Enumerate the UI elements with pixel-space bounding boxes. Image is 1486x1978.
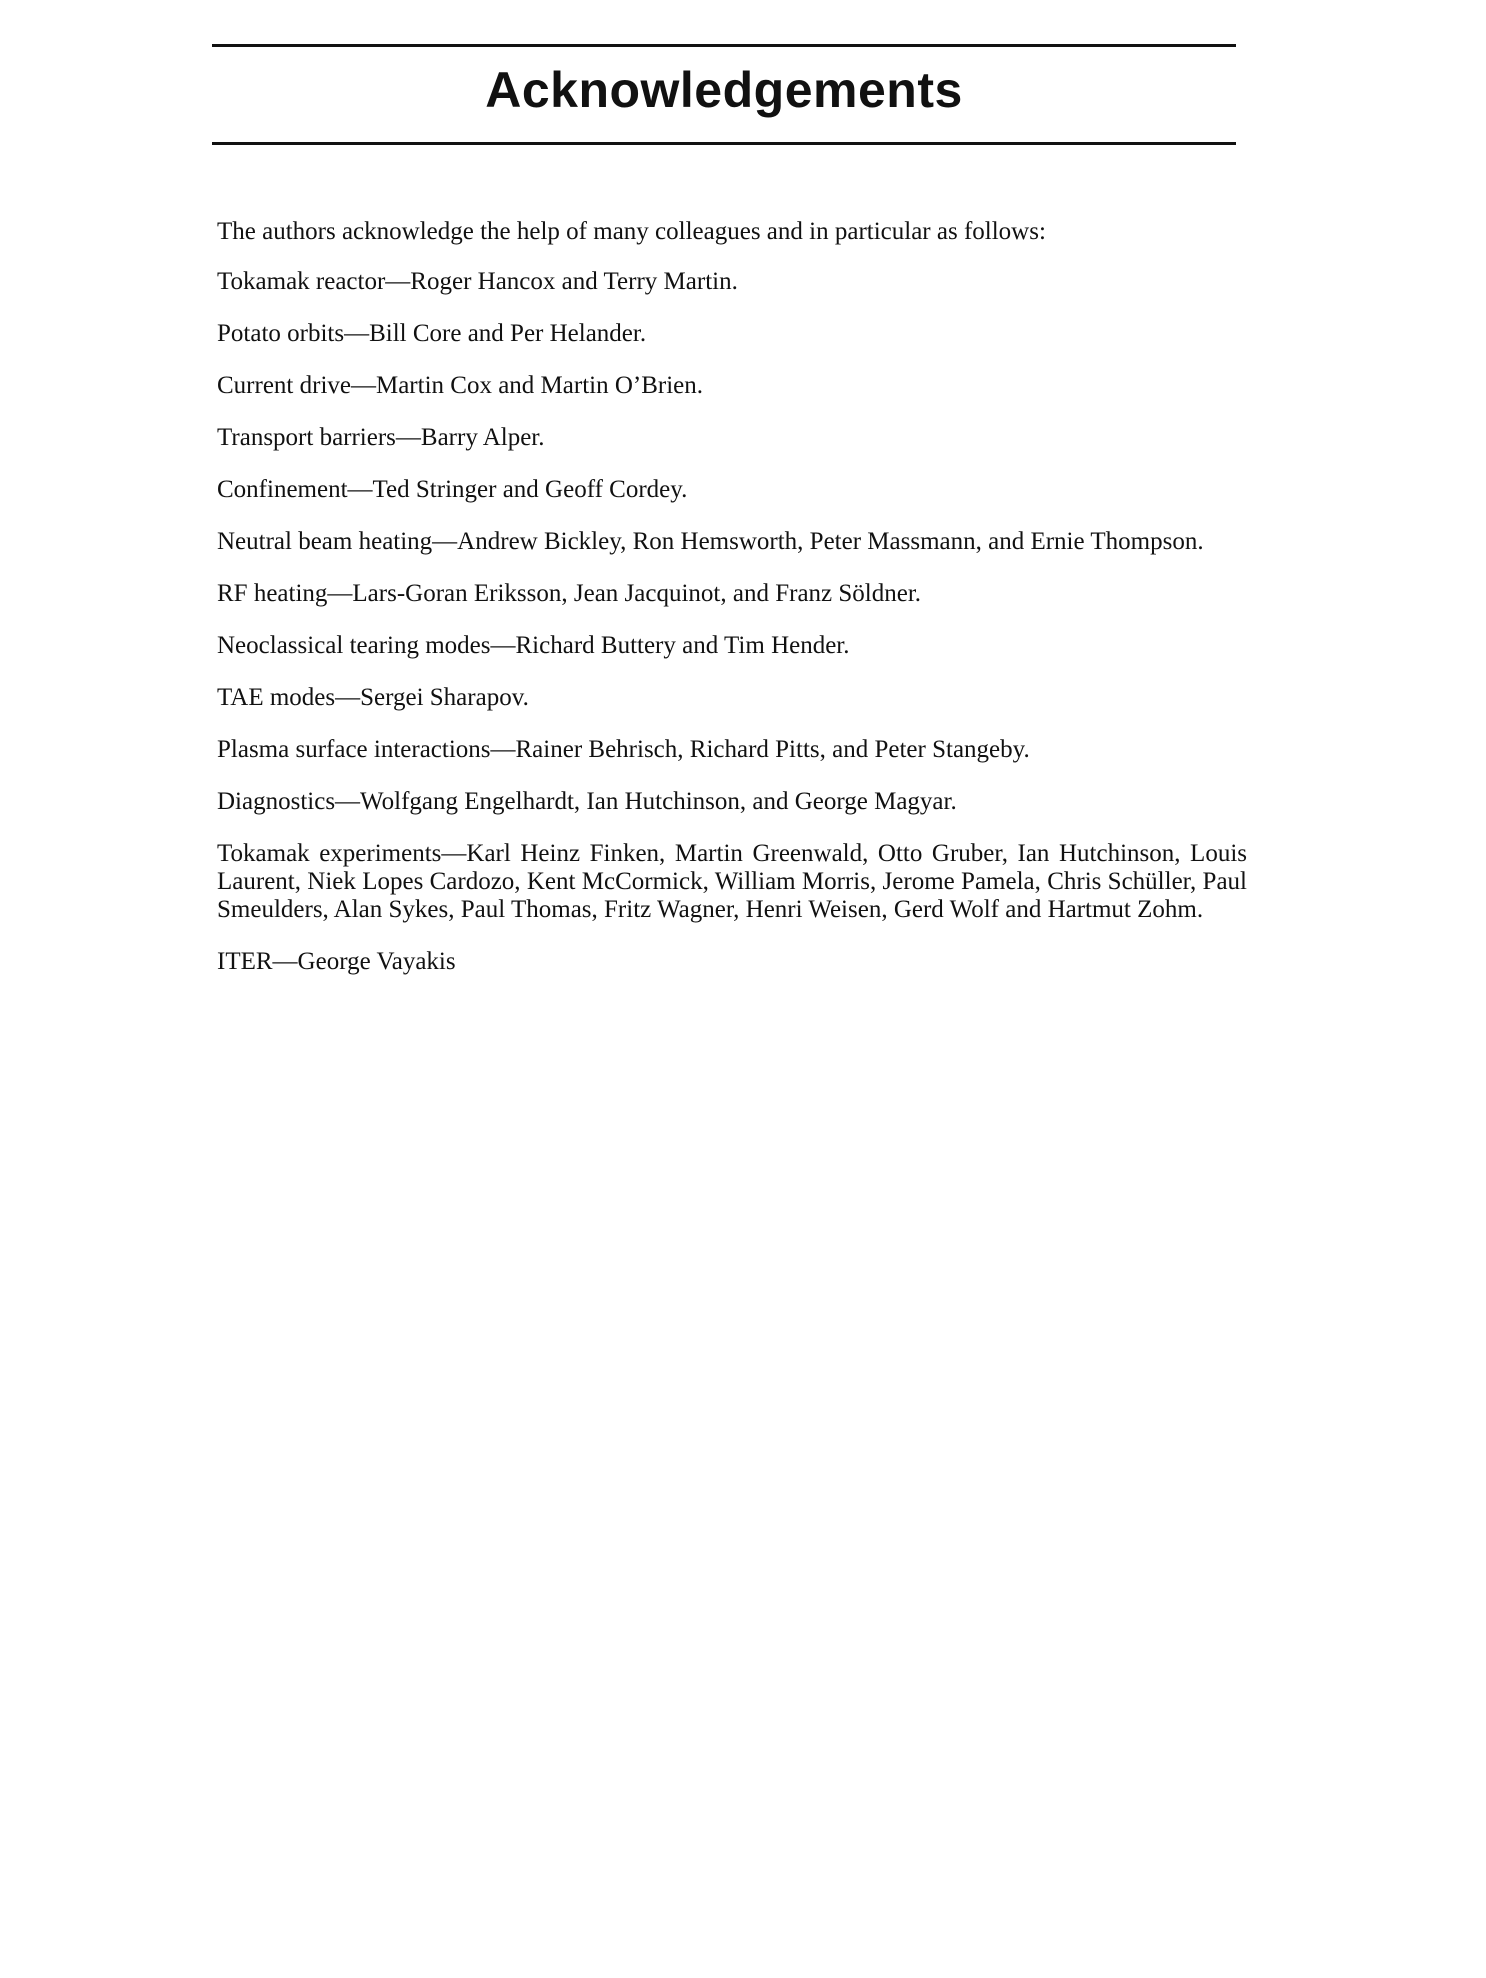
ack-rf-heating: RF heating—Lars-Goran Eriksson, Jean Jacquinot, and Franz Söldner. <box>217 580 922 607</box>
ack-diagnostics: Diagnostics—Wolfgang Engelhardt, Ian Hutchinson, and George Magyar. <box>217 788 957 815</box>
top-rule <box>212 44 1236 47</box>
ack-transport-barriers: Transport barriers—Barry Alper. <box>217 424 545 451</box>
ack-tokamak-reactor: Tokamak reactor—Roger Hancox and Terry Martin. <box>217 268 738 295</box>
ack-tokamak-experiments: Tokamak experiments—Karl Heinz Finken, Martin Greenwald, Otto Gruber, Ian Hutchinson, Louis Laurent, Niek Lopes Cardozo, Kent McCormick, William Morris, Jerome Pamela, Chris Schüller, Paul Smeulders, Alan Sykes, Paul Thomas, Fritz Wagner, Henri Weisen, Gerd Wolf and Hartmut Zohm. <box>217 840 1247 923</box>
ack-current-drive: Current drive—Martin Cox and Martin O’Brien. <box>217 372 704 399</box>
ack-iter: ITER—George Vayakis <box>217 948 456 975</box>
ack-potato-orbits: Potato orbits—Bill Core and Per Helander. <box>217 320 647 347</box>
ack-confinement: Confinement—Ted Stringer and Geoff Cordey. <box>217 476 688 503</box>
acknowledgements-body <box>217 218 1247 1000</box>
ack-neoclassical-tearing-modes: Neoclassical tearing modes—Richard Buttery and Tim Hender. <box>217 632 850 659</box>
ack-neutral-beam-heating: Neutral beam heating—Andrew Bickley, Ron Hemsworth, Peter Massmann, and Ernie Thompson. <box>217 528 1204 555</box>
page-title: Acknowledgements <box>485 62 963 118</box>
bottom-rule <box>212 142 1236 145</box>
intro-paragraph: The authors acknowledge the help of many colleagues and in particular as follows: <box>217 218 1046 245</box>
ack-plasma-surface-interactions: Plasma surface interactions—Rainer Behrisch, Richard Pitts, and Peter Stangeby. <box>217 736 1030 763</box>
ack-tae-modes: TAE modes—Sergei Sharapov. <box>217 684 529 711</box>
